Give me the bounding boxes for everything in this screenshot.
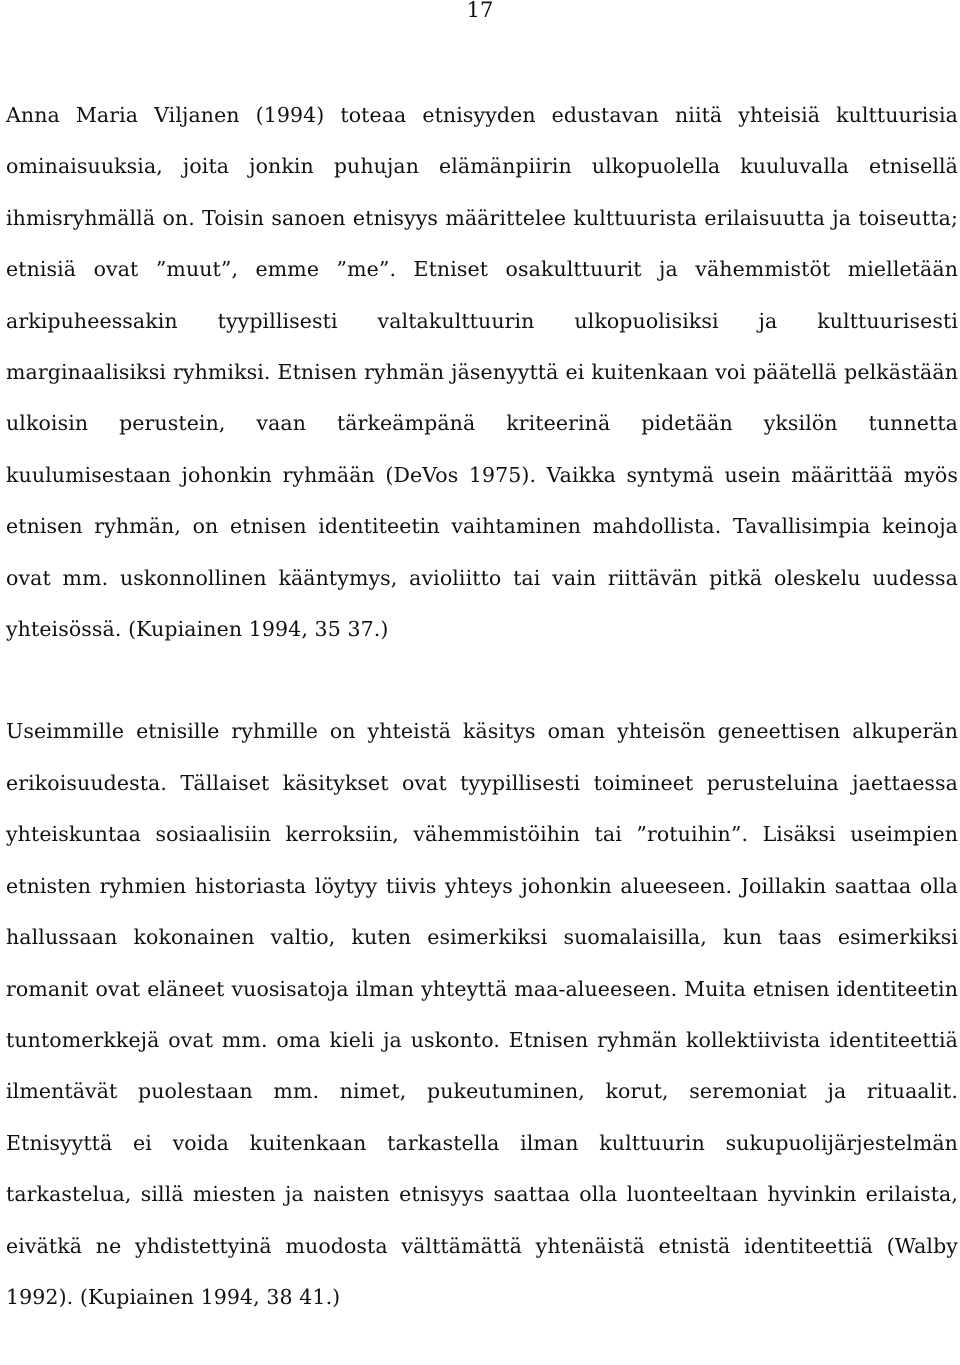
paragraph-ethnic-identity-markers: Useimmille etnisille ryhmille on yhteistä käsitys oman yhteisön geneettisen alkuperän erikoisuudesta. Tällaiset käsitykset ovat tyypillisesti toimineet perusteluina jaettaessa yhteiskuntaa sosiaalisiin kerroksiin, vähemmistöihin tai ”rotuihin”. Lisäksi useimpien etnisten ryhmien historiasta löytyy tiivis yhteys johonkin alueeseen. Joillakin saattaa olla hallussaan kokonainen valtio, kuten esimerkiksi suomalaisilla, kun taas esimerkiksi romanit ovat eläneet vuosisatoja ilman yhteyttä maa-alueeseen. Muita etnisen identiteetin tuntomerkkejä ovat mm. oma kieli ja uskonto. Etnisen ryhmän kollektiivista identiteettiä ilmentävät puolestaan mm. nimet, pukeutuminen, korut, seremoniat ja rituaalit. Etnisyyttä ei voida kuitenkaan tarkastella ilman kulttuurin sukupuolijärjestelmän tarkastelua, sillä miesten ja naisten etnisyys saattaa olla luonteeltaan hyvinkin erilaista, eivätkä ne yhdistettyinä muodosta välttämättä yhtenäistä etnistä identiteettiä (Walby 1992). (Kupiainen 1994, 38 41.) [6,719,958,1309]
body-text [6,90,958,1323]
paragraph-ethnicity-definition: Anna Maria Viljanen (1994) toteaa etnisyyden edustavan niitä yhteisiä kulttuurisia ominaisuuksia, joita jonkin puhujan elämänpiirin ulkopuolella kuuluvalla etnisellä ihmisryhmällä on. Toisin sanoen etnisyys määrittelee kulttuurista erilaisuutta ja toiseutta; etnisiä ovat ”muut”, emme ”me”. Etniset osakulttuurit ja vähemmistöt mielletään arkipuheessakin tyypillisesti valtakulttuurin ulkopuolisiksi ja kulttuurisesti marginaalisiksi ryhmiksi. Etnisen ryhmän jäsenyyttä ei kuitenkaan voi päätellä pelkästään ulkoisin perustein, vaan tärkeämpänä kriteerinä pidetään yksilön tunnetta kuulumisestaan johonkin ryhmään (DeVos 1975). Vaikka syntymä usein määrittää myös etnisen ryhmän, on etnisen identiteetin vaihtaminen mahdollista. Tavallisimpia keinoja ovat mm. uskonnollinen kääntymys, avioliitto tai vain riittävän pitkä oleskelu uudessa yhteisössä. (Kupiainen 1994, 35 37.) [6,103,958,642]
page-number: 17 [466,0,494,22]
